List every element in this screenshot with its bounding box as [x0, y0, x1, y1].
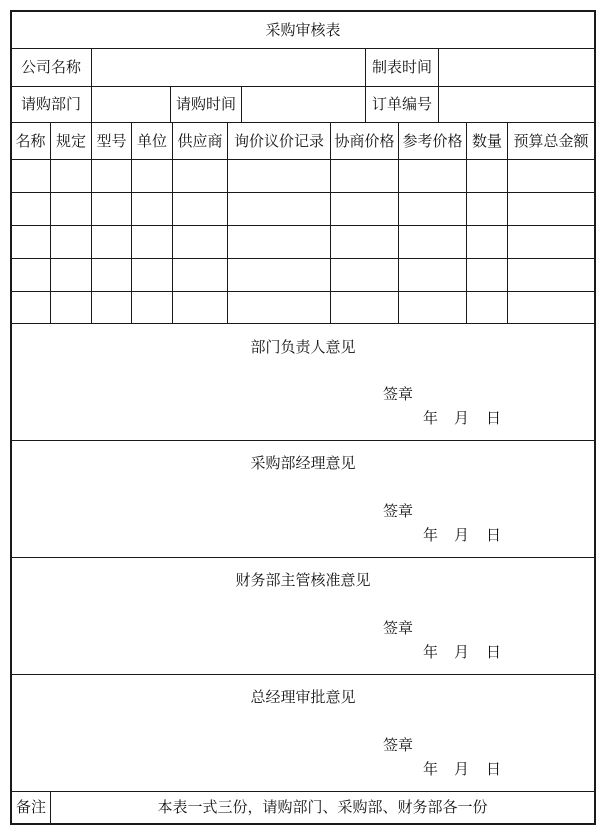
- table-cell[interactable]: [228, 160, 330, 192]
- table-cell[interactable]: [11, 160, 50, 192]
- column-header: 数量: [471, 132, 502, 150]
- table-cell[interactable]: [173, 160, 227, 192]
- table-cell[interactable]: [11, 193, 50, 225]
- table-cell[interactable]: [228, 226, 330, 258]
- date-month: 月: [454, 409, 470, 427]
- border-bottom: [10, 823, 596, 825]
- table-cell[interactable]: [467, 160, 507, 192]
- order-number-label: 订单编号: [371, 95, 432, 113]
- date-year: 年: [423, 526, 439, 544]
- table-cell[interactable]: [132, 193, 172, 225]
- rule-header2-bottom: [10, 122, 596, 123]
- column-header: 名称: [15, 132, 46, 150]
- opinion-field[interactable]: [12, 360, 594, 380]
- border-right: [594, 10, 596, 825]
- seal-label: 签章: [383, 736, 414, 754]
- request-time-label: 请购时间: [175, 95, 236, 113]
- seal-label: 签章: [383, 502, 414, 520]
- table-cell[interactable]: [132, 292, 172, 323]
- table-cell[interactable]: [508, 193, 593, 225]
- opinion-field[interactable]: [12, 593, 594, 613]
- table-cell[interactable]: [51, 160, 91, 192]
- column-header: 规定: [55, 132, 86, 150]
- rule-opinion1-bottom: [10, 440, 596, 441]
- table-cell[interactable]: [92, 193, 131, 225]
- table-cell[interactable]: [399, 160, 466, 192]
- table-cell[interactable]: [331, 259, 398, 291]
- table-cell[interactable]: [467, 226, 507, 258]
- remarks-text: 本表一式三份，请购部门、采购部、财务部各一份: [157, 798, 488, 816]
- date-month: 月: [454, 643, 470, 661]
- table-cell[interactable]: [92, 292, 131, 323]
- table-cell[interactable]: [508, 292, 593, 323]
- table-cell[interactable]: [399, 193, 466, 225]
- table-cell[interactable]: [173, 193, 227, 225]
- opinion-field[interactable]: [12, 476, 594, 496]
- table-cell[interactable]: [331, 160, 398, 192]
- table-cell[interactable]: [228, 292, 330, 323]
- opinion-title: 总经理审批意见: [250, 688, 356, 706]
- date-month: 月: [454, 526, 470, 544]
- table-cell[interactable]: [228, 259, 330, 291]
- table-cell[interactable]: [399, 226, 466, 258]
- table-cell[interactable]: [467, 292, 507, 323]
- column-header: 供应商: [177, 132, 223, 150]
- date-year: 年: [423, 643, 439, 661]
- column-header: 询价议价记录: [233, 132, 324, 150]
- table-cell[interactable]: [508, 259, 593, 291]
- table-cell[interactable]: [173, 259, 227, 291]
- column-header: 预算总金额: [513, 132, 589, 150]
- table-cell[interactable]: [11, 292, 50, 323]
- form-title: 采购审核表: [265, 21, 341, 39]
- table-cell[interactable]: [173, 292, 227, 323]
- table-cell[interactable]: [132, 259, 172, 291]
- opinion-title: 财务部主管核准意见: [235, 571, 371, 589]
- date-day: 日: [486, 760, 502, 778]
- table-cell[interactable]: [51, 226, 91, 258]
- request-time-field[interactable]: [242, 87, 365, 122]
- date-day: 日: [486, 409, 502, 427]
- rule-opinion2-bottom: [10, 557, 596, 558]
- table-cell[interactable]: [51, 193, 91, 225]
- column-header: 协商价格: [334, 132, 395, 150]
- table-cell[interactable]: [467, 193, 507, 225]
- opinion-title: 采购部经理意见: [250, 454, 356, 472]
- rule-opinion3-bottom: [10, 674, 596, 675]
- requesting-dept-field[interactable]: [92, 87, 170, 122]
- date-made-field[interactable]: [439, 49, 594, 86]
- seal-label: 签章: [383, 619, 414, 637]
- table-cell[interactable]: [51, 259, 91, 291]
- remarks-label: 备注: [15, 798, 46, 816]
- table-cell[interactable]: [92, 259, 131, 291]
- requesting-dept-label: 请购部门: [20, 95, 81, 113]
- date-month: 月: [454, 760, 470, 778]
- order-number-field[interactable]: [439, 87, 594, 122]
- table-cell[interactable]: [92, 160, 131, 192]
- table-cell[interactable]: [399, 292, 466, 323]
- company-name-label: 公司名称: [20, 58, 81, 76]
- date-year: 年: [423, 760, 439, 778]
- table-cell[interactable]: [132, 226, 172, 258]
- table-cell[interactable]: [132, 160, 172, 192]
- table-cell[interactable]: [508, 226, 593, 258]
- border-top: [10, 10, 596, 12]
- seal-label: 签章: [383, 385, 414, 403]
- opinion-title: 部门负责人意见: [250, 338, 356, 356]
- table-cell[interactable]: [467, 259, 507, 291]
- column-header: 单位: [136, 132, 167, 150]
- table-cell[interactable]: [228, 193, 330, 225]
- table-cell[interactable]: [11, 259, 50, 291]
- date-year: 年: [423, 409, 439, 427]
- date-day: 日: [486, 643, 502, 661]
- table-cell[interactable]: [11, 226, 50, 258]
- date-day: 日: [486, 526, 502, 544]
- table-cell[interactable]: [331, 292, 398, 323]
- table-cell[interactable]: [399, 259, 466, 291]
- table-cell[interactable]: [331, 193, 398, 225]
- rule-table-bottom: [10, 323, 596, 324]
- opinion-field[interactable]: [12, 710, 594, 730]
- rule-opinion4-bottom: [10, 791, 596, 792]
- table-cell[interactable]: [173, 226, 227, 258]
- column-header: 参考价格: [402, 132, 463, 150]
- company-name-field[interactable]: [92, 49, 365, 86]
- column-header: 型号: [96, 132, 127, 150]
- table-cell[interactable]: [331, 226, 398, 258]
- table-cell[interactable]: [92, 226, 131, 258]
- date-made-label: 制表时间: [371, 58, 432, 76]
- table-cell[interactable]: [51, 292, 91, 323]
- table-cell[interactable]: [508, 160, 593, 192]
